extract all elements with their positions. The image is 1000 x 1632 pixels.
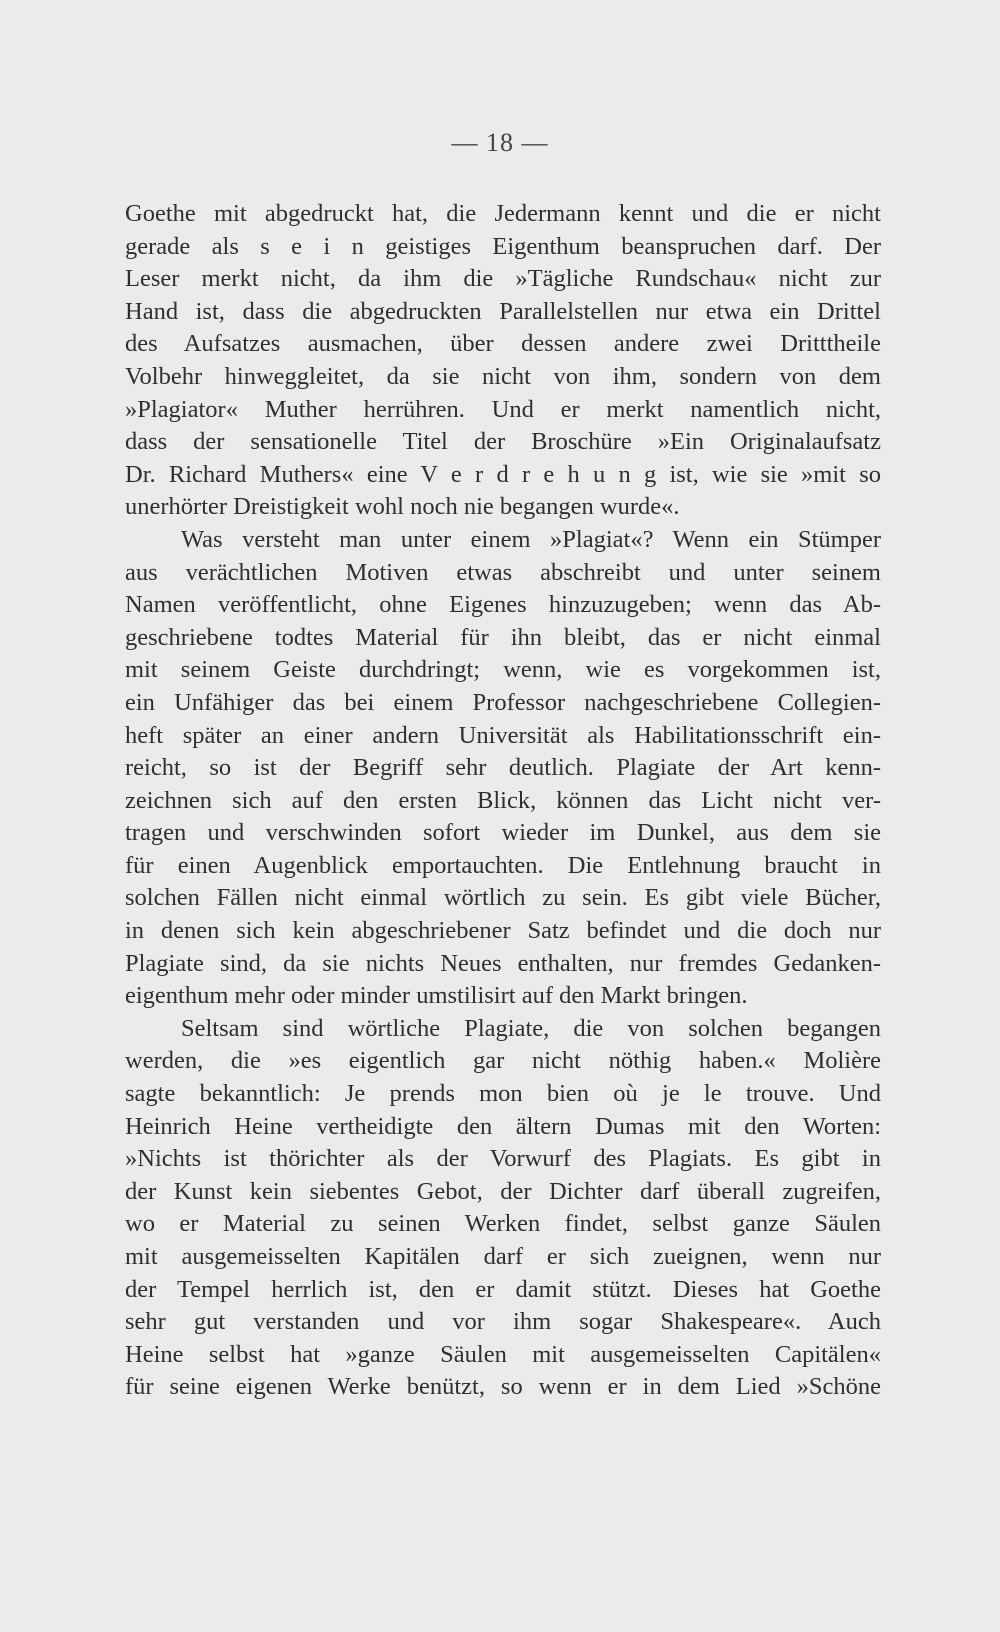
body-text [125,198,881,1404]
text-line: dass der sensationelle Titel der Broschüre »Ein Originalaufsatz [125,428,881,456]
text-line: Heinrich Heine vertheidigte den ältern Dumas mit den Worten: [125,1112,881,1140]
text-line: mit seinem Geiste durchdringt; wenn, wie es vorgekommen ist, [125,656,881,684]
text-line: ein Unfähiger das bei einem Professor nachgeschriebene Collegien- [125,688,881,716]
text-line: geschriebene todtes Material für ihn bleibt, das er nicht einmal [125,623,881,651]
text-line: Namen veröffentlicht, ohne Eigenes hinzuzugeben; wenn das Ab- [125,591,881,619]
text-line: Hand ist, dass die abgedruckten Parallelstellen nur etwa ein Drittel [125,297,881,325]
text-line: »Nichts ist thörichter als der Vorwurf des Plagiats. Es gibt in [125,1145,881,1173]
text-line: Goethe mit abgedruckt hat, die Jedermann kennt und die er nicht [125,200,881,227]
text-line: mit ausgemeisselten Kapitälen darf er sich zueignen, wenn nur [125,1243,881,1270]
text-line: Heine selbst hat »ganze Säulen mit ausgemeisselten Capitälen« [125,1340,881,1368]
text-line: werden, die »es eigentlich gar nicht nöthig haben.« Molière [125,1047,881,1075]
text-line: sehr gut verstanden und vor ihm sogar Shakespeare«. Auch [125,1308,881,1336]
text-line: gerade als s e i n geistiges Eigenthum beanspruchen darf. Der [125,232,881,260]
text-line: reicht, so ist der Begriff sehr deutlich. Plagiate der Art kenn- [125,754,881,782]
text-line: aus verächtlichen Motiven etwas abschreibt und unter seinem [125,558,881,586]
text-line: der Kunst kein siebentes Gebot, der Dichter darf überall zugreifen, [125,1177,881,1205]
text-line: heft später an einer andern Universität als Habilitationsschrift ein- [125,721,881,749]
text-line: »Plagiator« Muther herrühren. Und er merkt namentlich nicht, [125,395,881,423]
text-line: zeichnen sich auf den ersten Blick, können das Licht nicht ver- [125,786,881,814]
page-number: — 18 — [451,128,549,157]
text-line: des Aufsatzes ausmachen, über dessen andere zwei Dritttheile [125,330,881,358]
text-line: Seltsam sind wörtliche Plagiate, die von solchen begangen [181,1014,881,1042]
text-line: sagte bekanntlich: Je prends mon bien où je le trouve. Und [125,1080,881,1108]
text-line: wo er Material zu seinen Werken findet, selbst ganze Säulen [125,1210,881,1238]
text-line: für seine eigenen Werke benützt, so wenn er in dem Lied »Schöne [125,1373,881,1401]
text-line: solchen Fällen nicht einmal wörtlich zu sein. Es gibt viele Bücher, [125,884,881,912]
text-line: der Tempel herrlich ist, den er damit stützt. Dieses hat Goethe [125,1275,881,1303]
text-line: für einen Augenblick emportauchten. Die Entlehnung braucht in [125,851,881,879]
text-line: eigenthum mehr oder minder umstilisirt auf den Markt bringen. [125,982,748,1010]
text-line: tragen und verschwinden sofort wieder im Dunkel, aus dem sie [125,819,881,847]
text-line: Volbehr hinweggleitet, da sie nicht von ihm, sondern von dem [125,362,881,390]
text-line: Plagiate sind, da sie nichts Neues enthalten, nur fremdes Gedanken- [125,949,881,977]
text-line: in denen sich kein abgeschriebener Satz befindet und die doch nur [125,917,881,945]
text-line: Leser merkt nicht, da ihm die »Tägliche Rundschau« nicht zur [125,265,881,293]
text-line: unerhörter Dreistigkeit wohl noch nie begangen wurde«. [125,493,680,521]
text-line: Dr. Richard Muthers« eine V e r d r e h u n g ist, wie sie »mit so [125,460,881,488]
text-line: Was versteht man unter einem »Plagiat«? Wenn ein Stümper [181,525,881,553]
